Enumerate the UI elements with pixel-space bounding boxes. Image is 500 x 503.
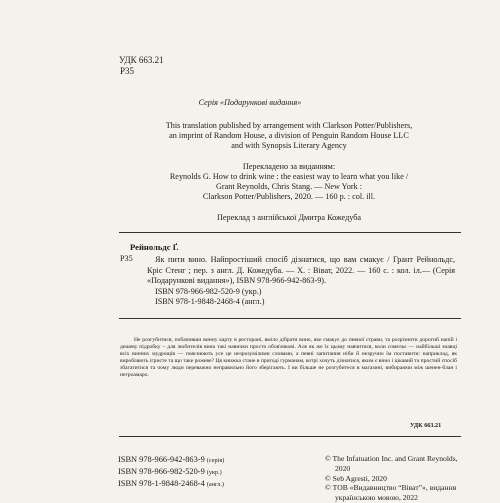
translation-note-line: and with Synopsis Literary Agency	[231, 141, 347, 150]
isbn-eng: ISBN 978-1-9848-2468-4 (англ.)	[155, 297, 265, 307]
copyright-line: © Seb Agresti, 2020	[325, 473, 387, 483]
source-edition-line: Перекладено за виданням:	[242, 162, 336, 171]
bib-description	[147, 255, 455, 287]
bib-description-text: Як пити вино. Найпростіший спосіб дізнатися, що вам смакує / Грант Рейнольдс, Кріс Стенг ; пер. з англ. Д. Кожедуба. — Х. : Віват, 2022. — 160 с. : кол. іл.— (Серія «Подарункові видання»), ISBN 978-966-942-863-9).	[147, 255, 455, 286]
bib-author: Рейнольдс Ґ.	[130, 242, 179, 252]
translation-note-line: This translation published by arrangement with Clarkson Potter/Publishers,	[165, 121, 413, 130]
divider-middle	[119, 318, 461, 319]
translation-note-line: an imprint of Random House, a division of Penguin Random House LLC	[169, 131, 409, 140]
series-title: Серія «Подарункові видання»	[198, 98, 302, 107]
isbn-ukr-bottom: ISBN 978-966-982-520-9	[118, 467, 205, 476]
copyright-line: © ТОВ «Видавництво “Віват”», видання українською мовою, 2022	[325, 483, 457, 503]
isbn-series-tag: (серія)	[206, 457, 225, 464]
source-edition-line: Reynolds G. How to drink wine : the easiest way to learn what you like /	[169, 172, 409, 181]
annotation: Не розгубитися, побачивши винну карту в ресторані, вміло дібрати вино, яке смакує до певної страви, та розрізнити дорогий напій і дешеву підробку – для любителів вина такі навички просто обов'язкові. Але як же їх цьому навчитися, коли сомельє — найбільші знавці всіх винних мудрощів — пояснюють усе це незрозумілими словами, а певні запитання ніби й незручно їм поставити: наприклад, як виробляють ігристе та що таке рожеве? Ця книжка стане в пригоді гурманам, котрі хочуть дізнатися, яким є вино і цікавий та простий спосіб збагатитися та чому люди переважно неправильно його зберігають. І ви більше не розгубитеся в магазині, вибираючи між шенен-блан і негроамаро.	[120, 337, 457, 379]
isbn-bottom-list	[118, 454, 224, 490]
udk-code: УДК 663.21	[119, 55, 164, 65]
udk-bottom: УДК 663.21	[410, 422, 442, 429]
translator-line: Переклад з англійської Дмитра Кожедуба	[216, 213, 362, 222]
copyright-block	[325, 454, 465, 503]
copyright-line: © The Infatuation Inc. and Grant Reynolds, 2020	[325, 454, 458, 473]
isbn-eng-bottom: ISBN 978-1-9848-2468-4	[118, 479, 205, 488]
divider-top	[119, 232, 461, 233]
publication-info	[119, 121, 459, 223]
isbn-ukr-tag: (укр.)	[206, 469, 222, 476]
isbn-series: ISBN 978-966-942-863-9	[118, 455, 205, 464]
source-edition-line: Clarkson Potter/Publishers, 2020. — 160 p. : col. ill.	[202, 192, 376, 201]
isbn-ukr-line	[118, 466, 224, 478]
divider-bottom	[119, 436, 461, 437]
isbn-series-line	[118, 454, 224, 466]
isbn-eng-line	[118, 478, 224, 490]
udk-top	[119, 55, 164, 77]
catalog-code: Р35	[120, 66, 135, 76]
bib-code: Р35	[120, 254, 133, 263]
bib-isbn-list	[155, 287, 264, 308]
isbn-eng-tag: (англ.)	[206, 481, 224, 488]
isbn-ukr: ISBN 978-966-982-520-9 (укр.)	[155, 287, 262, 296]
source-edition-line: Grant Reynolds, Chris Stang. — New York :	[215, 182, 362, 191]
